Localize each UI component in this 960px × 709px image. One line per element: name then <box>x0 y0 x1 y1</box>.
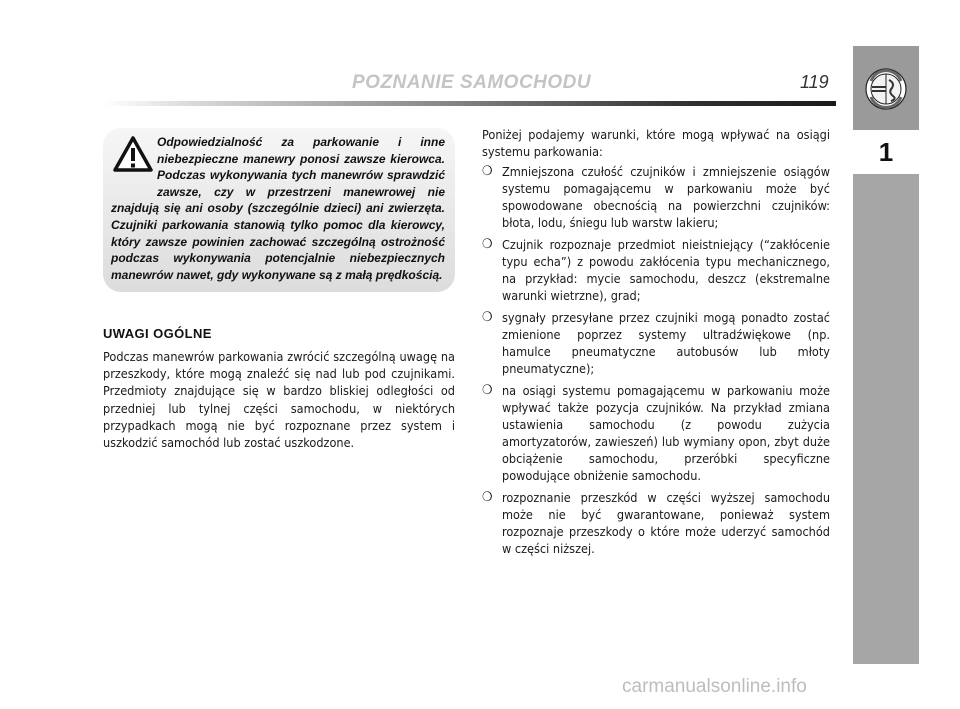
section-heading: UWAGI OGÓLNE <box>103 326 212 341</box>
warning-box <box>103 128 455 292</box>
chapter-side-tab <box>853 46 919 664</box>
list-item <box>482 309 830 377</box>
header-divider <box>104 101 836 106</box>
conditions-list <box>482 163 830 557</box>
list-item-text: Czujnik rozpoznaje przedmiot nieistniejący (“zakłócenie typu echa”) z powodu zakłócenia typu mechanicznego, na przykład: mycie samochodu, deszcz (ekstremalne warunki wietrzne), grad; <box>502 237 830 303</box>
list-item <box>482 163 830 231</box>
bullet-icon: ❍ <box>482 383 493 398</box>
bullet-icon: ❍ <box>482 237 493 252</box>
page-header-title: POZNANIE SAMOCHODU <box>352 72 592 93</box>
list-item-text: sygnały przesyłane przez czujniki mogą ponadto zostać zmienione poprzez systemy ultradźwiękowe (np. hamulce pneumatyczne autobusów lub młoty pneumatyczne); <box>502 310 830 376</box>
chapter-number: 1 <box>853 132 919 172</box>
side-tab-separator <box>853 172 919 174</box>
section-body: Podczas manewrów parkowania zwrócić szczególną uwagę na przeszkody, które mogą znaleźć się nad lub pod czujnikami. Przedmioty znajdujące się w bardzo bliskiej odległości od przedniej lub tylnej części samochodu, w niektórych przypadkach mogą nie być rozpoznane przez system i uszkodzić samochód lub zostać uszkodzone. <box>103 349 455 451</box>
alfa-romeo-logo-icon <box>865 68 907 110</box>
watermark-text: carmanualsonline.info <box>622 676 807 697</box>
warning-text-block <box>111 134 445 283</box>
list-item-text: na osiągi systemu pomagającemu w parkowaniu może wpływać także pozycja czujników. Na przykład zmiana ustawienia samochodu (z powodu zużycia amortyzatorów, zawieszeń) lub wymiany opon, zbyt duże obciążenie samochodu, przeróbki specyficzne powodujące obniżenie samochodu. <box>502 383 830 483</box>
conditions-intro: Poniżej podajemy warunki, które mogą wpływać na osiągi systemu parkowania: <box>482 127 830 159</box>
list-item-text: rozpoznanie przeszkód w części wyższej samochodu może nie być gwarantowane, ponieważ system rozpoznaje przeszkody o które może uderzyć samochód w części niższej. <box>502 490 830 556</box>
warning-text: Odpowiedzialność za parkowanie i inne niebezpieczne manewry ponosi zawsze kierowca. Podczas wykonywania tych manewrów sprawdzić zawsze, czy w przestrzeni manewrowej nie znajdują się ani osoby (szczególnie dzieci) ani zwierzęta. Czujniki parkowania stanowią tylko pomoc dla kierowcy, który zawsze powinien zachować szczególną ostrożność podczas wykonywania potencjalnie niebezpiecznych manewrów nawet, gdy wykonywane są z małą prędkością. <box>111 135 445 282</box>
page-number: 119 <box>800 72 829 92</box>
side-tab-logo-area <box>853 46 919 130</box>
bullet-icon: ❍ <box>482 490 493 505</box>
list-item <box>482 382 830 484</box>
bullet-icon: ❍ <box>482 164 493 179</box>
list-item <box>482 489 830 557</box>
bullet-icon: ❍ <box>482 310 493 325</box>
list-item-text: Zmniejszona czułość czujników i zmniejszenie osiągów systemu pomagającemu w parkowaniu może być spowodowane obecnością na powierzchni czujników: błota, lodu, śniegu lub warstw lakieru; <box>502 164 830 230</box>
icon-space <box>111 134 157 184</box>
conditions-column <box>482 126 830 562</box>
list-item <box>482 236 830 304</box>
